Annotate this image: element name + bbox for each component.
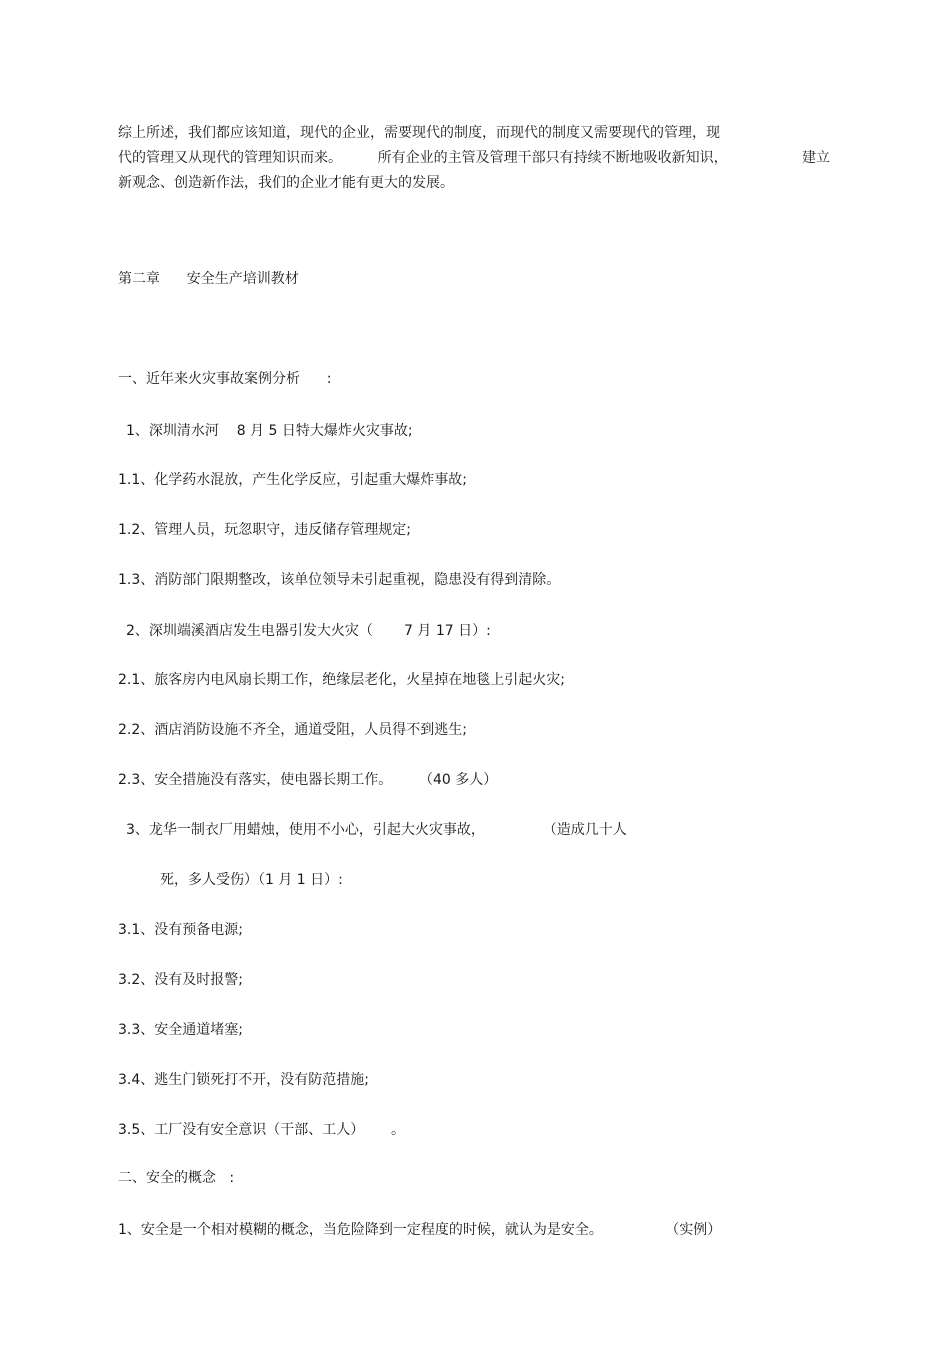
case-item: 1.3、消防部门限期整改，该单位领导未引起重视，隐患没有得到清除。	[118, 572, 561, 588]
case-title: 3、龙华一制衣厂用蜡烛，使用不小心，引起大火灾事故， （造成几十人	[126, 822, 627, 838]
intro-line: 综上所述，我们都应该知道，现代的企业，需要现代的制度，而现代的制度又需要现代的管理，现	[118, 125, 720, 141]
chapter-title: 第二章 安全生产培训教材	[118, 271, 299, 287]
intro-paragraph	[118, 121, 838, 196]
concept-item: 1、安全是一个相对模糊的概念，当危险降到一定程度的时候，就认为是安全。 （实例）	[118, 1222, 722, 1238]
case-title: 1、深圳清水河 8 月 5 日特大爆炸火灾事故;	[126, 423, 413, 439]
case-item: 3.3、安全通道堵塞;	[118, 1022, 243, 1038]
case-title-continued: 死，多人受伤）（1 月 1 日）:	[160, 872, 343, 888]
intro-line: 新观念、创造新作法，我们的企业才能有更大的发展。	[118, 175, 454, 191]
case-item: 2.1、旅客房内电风扇长期工作，绝缘层老化，火星掉在地毯上引起火灾;	[118, 672, 565, 688]
case-item: 1.1、化学药水混放，产生化学反应，引起重大爆炸事故;	[118, 472, 467, 488]
case-item: 3.1、没有预备电源;	[118, 922, 243, 938]
section-heading: 二、安全的概念 :	[118, 1170, 235, 1186]
intro-line-tail: 建立	[802, 150, 830, 166]
case-item: 2.2、酒店消防设施不齐全，通道受阻，人员得不到逃生;	[118, 722, 467, 738]
case-item: 3.5、工厂没有安全意识（干部、工人） 。	[118, 1122, 405, 1138]
case-item: 3.2、没有及时报警;	[118, 972, 243, 988]
case-item: 1.2、管理人员，玩忽职守，违反储存管理规定;	[118, 522, 411, 538]
case-item: 2.3、安全措施没有落实，使电器长期工作。 （40 多人）	[118, 772, 498, 788]
case-item: 3.4、逃生门锁死打不开，没有防范措施;	[118, 1072, 369, 1088]
case-title: 2、深圳端溪酒店发生电器引发大火灾（ 7 月 17 日）:	[126, 623, 491, 639]
section-heading: 一、近年来火灾事故案例分析 :	[118, 371, 332, 387]
intro-line: 代的管理又从现代的管理知识而来。 所有企业的主管及管理干部只有持续不断地吸收新知识， 建立	[118, 146, 838, 171]
